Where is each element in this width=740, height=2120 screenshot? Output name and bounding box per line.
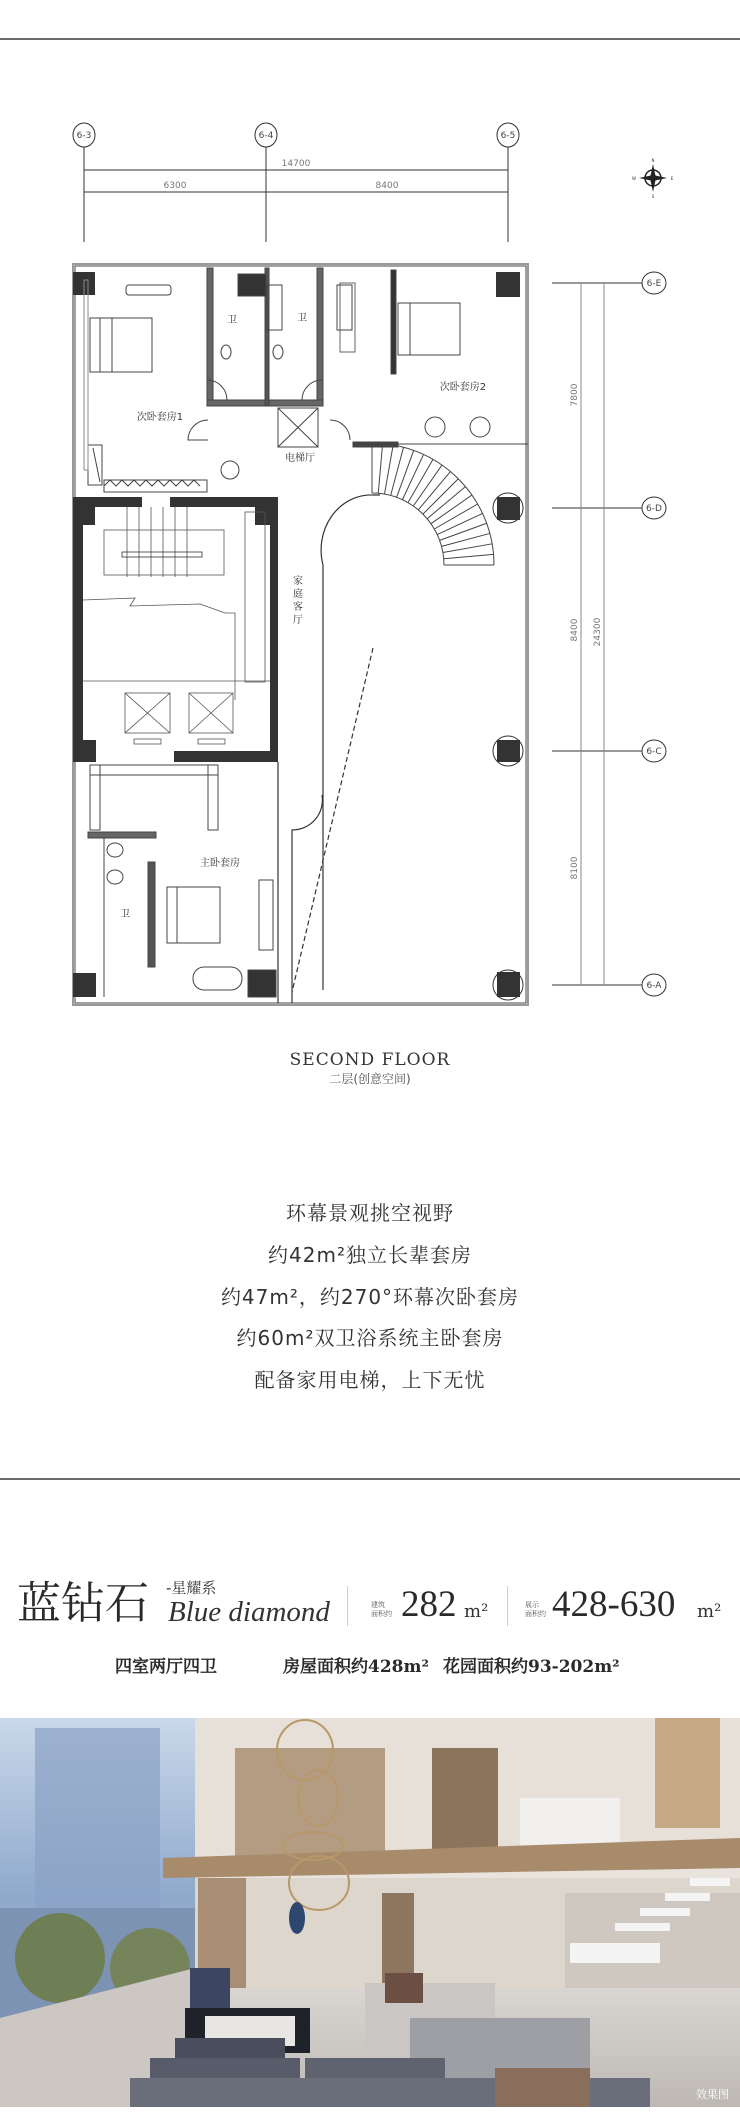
floor-title-cn: 二层(创意空间) [329, 1072, 411, 1086]
room-label: 厅 [293, 615, 303, 626]
dim-label: 8100 [570, 856, 580, 880]
grid-label: 6-E [646, 279, 662, 289]
product-name-cn: 蓝钻石 [17, 1578, 149, 1629]
floor-title-en: SECOND FLOOR [289, 1050, 451, 1070]
build-area-label-line: 建筑 [371, 1601, 385, 1609]
room-label: 家 [293, 576, 303, 587]
show-area-value: 428-630 [552, 1584, 676, 1625]
room-label: 庭 [293, 589, 303, 600]
grid-label: 6-C [646, 747, 662, 757]
room-label: 客 [293, 602, 303, 613]
interior-render-image [0, 1718, 740, 2107]
floor-plan [0, 0, 740, 1020]
grid-label: 6-3 [76, 131, 92, 141]
grid-label: 6-A [646, 981, 662, 991]
feature-line: 配备家用电梯，上下无忧 [254, 1368, 486, 1392]
divider [347, 1586, 348, 1626]
layout-spec: 四室两厅四卫 [115, 1657, 217, 1677]
dim-label: 6300 [163, 181, 187, 191]
show-area-label-line: 面积约 [525, 1610, 546, 1618]
garden-area-spec: 花园面积约93-202m² [443, 1657, 620, 1677]
grid-label: 6-4 [258, 131, 274, 141]
room-label: 次卧套房2 [439, 382, 487, 393]
section-divider [0, 1478, 740, 1480]
columns [73, 272, 520, 997]
dim-label: 8400 [375, 181, 399, 191]
render-caption: 效果图 [696, 2088, 729, 2101]
show-area-label-line: 展示 [525, 1601, 539, 1609]
feature-line: 约47m²，约270°环幕次卧套房 [220, 1285, 520, 1309]
dim-label: 7800 [570, 383, 580, 407]
compass-s: S [651, 194, 655, 199]
show-area-label [525, 1601, 547, 1619]
dim-label: 8400 [570, 618, 580, 642]
room-label: 卫 [297, 313, 307, 324]
divider [507, 1586, 508, 1626]
feature-line: 约42m²独立长辈套房 [268, 1243, 472, 1267]
build-area-value: 282 [401, 1584, 457, 1625]
feature-line: 环幕景观挑空视野 [286, 1201, 454, 1225]
dim-label: 14700 [281, 159, 311, 169]
house-area-spec: 房屋面积约428m² [283, 1657, 429, 1677]
room-label: 卫 [120, 909, 130, 920]
dim-label: 24300 [593, 617, 603, 647]
build-area-label-line: 面积约 [371, 1610, 392, 1618]
compass-w: W [632, 176, 636, 181]
room-label: 卫 [227, 315, 237, 326]
product-series: -星耀系 [166, 1579, 217, 1597]
room-label: 次卧套房1 [136, 412, 184, 423]
feature-line: 约60m²双卫浴系统主卧套房 [236, 1326, 504, 1350]
stair-steps [372, 443, 494, 565]
product-name-en: Blue diamond [168, 1596, 330, 1628]
show-area-unit: m² [697, 1601, 722, 1622]
spiral-stair [372, 443, 494, 565]
grid-label: 6-5 [500, 131, 516, 141]
build-area-label [371, 1601, 393, 1619]
room-label: 主卧套房 [200, 858, 240, 869]
compass-icon [632, 158, 674, 199]
room-label: 电梯厅 [285, 453, 315, 464]
grid-label: 6-D [646, 504, 662, 514]
building-outline [73, 264, 528, 1005]
compass-e: E [670, 176, 674, 181]
compass-n: N [651, 158, 655, 163]
build-area-unit: m² [464, 1601, 489, 1622]
